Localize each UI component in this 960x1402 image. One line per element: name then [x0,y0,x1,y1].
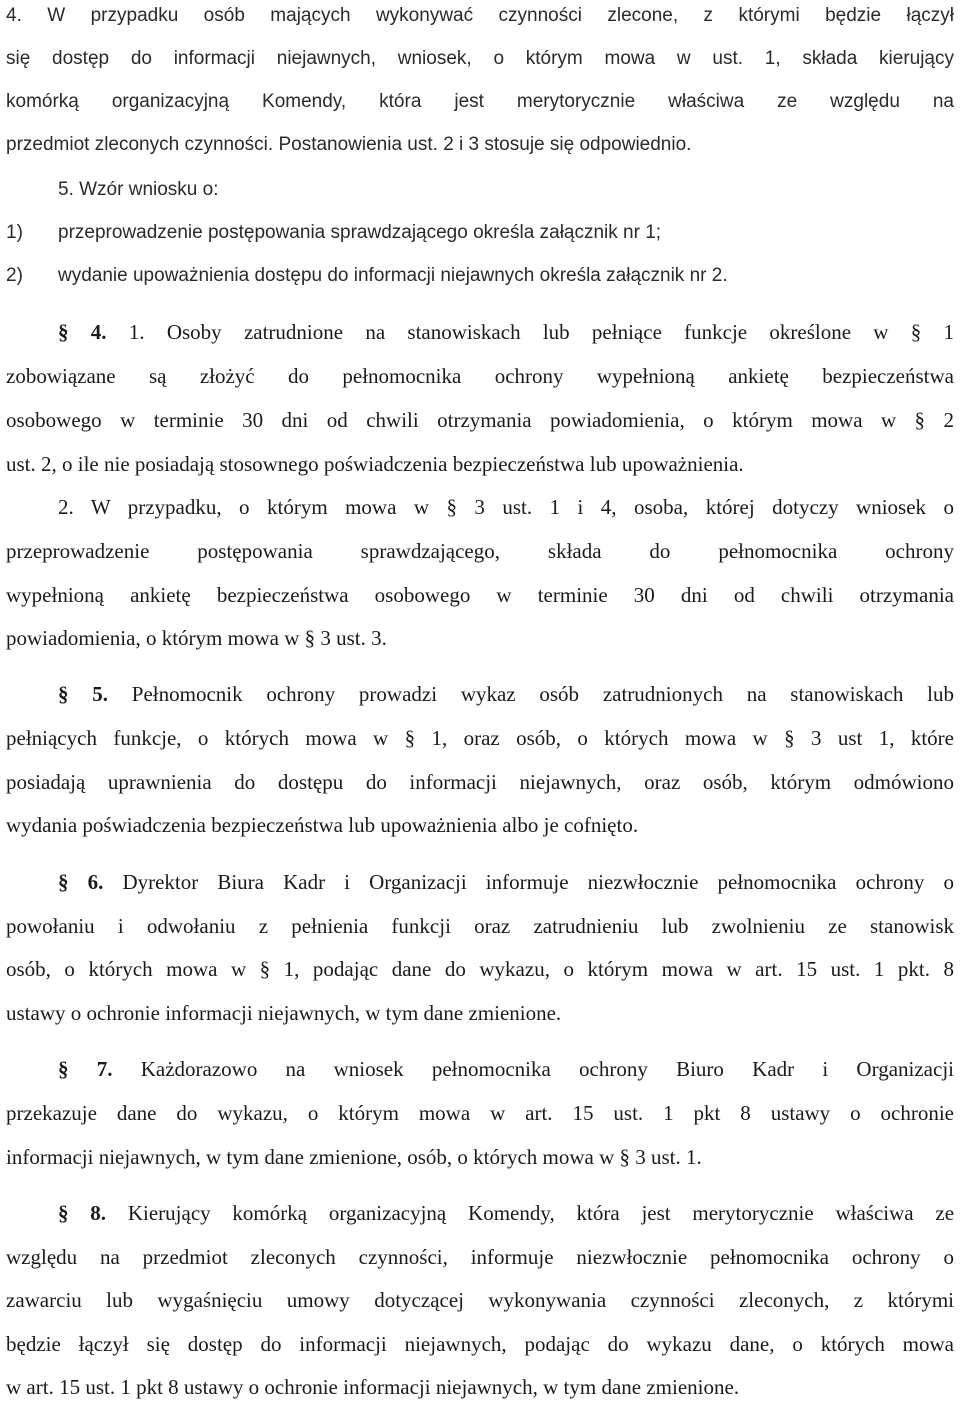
list-item-text: wydanie upoważnienia dostępu do informacji niejawnych określa załącznik nr 2. [58,265,728,286]
paragraph-line: posiadają uprawnienia do dostępu do informacji niejawnych, oraz osób, którym odmówiono [6,770,954,794]
paragraph-line: 4. W przypadku osób mających wykonywać czynności zlecone, z którymi będzie łączył [6,5,954,26]
paragraph-line: osób, o których mowa w § 1, podając dane do wykazu, o którym mowa w art. 15 ust. 1 pkt. 8 [6,957,954,981]
paragraph-line: wypełnioną ankietę bezpieczeństwa osobowego w terminie 30 dni od chwili otrzymania [6,583,954,607]
paragraph-line: wydania poświadczenia bezpieczeństwa lub upoważnienia albo je cofnięto. [6,813,639,837]
section-marker: § 7. [58,1057,113,1081]
paragraph-line: komórką organizacyjną Komendy, która jest merytorycznie właściwa ze względu na [6,91,954,112]
list-item [6,223,661,242]
list-number: 2) [6,265,23,286]
paragraph-line: ustawy o ochronie informacji niejawnych, w tym dane zmienione. [6,1001,562,1025]
paragraph-line: 2. W przypadku, o którym mowa w § 3 ust. 1 i 4, osoba, której dotyczy wniosek o [58,495,954,519]
list-item [6,266,728,285]
paragraph-line: Każdorazowo na wniosek pełnomocnika ochrony Biuro Kadr i Organizacji [140,1057,954,1081]
paragraph-line: przekazuje dane do wykazu, o którym mowa w art. 15 ust. 1 pkt 8 ustawy o ochronie [6,1101,954,1125]
section-first-line [58,1203,954,1224]
paragraph-line: pełniących funkcje, o których mowa w § 1, oraz osób, o których mowa w § 3 ust 1, które [6,726,954,750]
paragraph-line: 1. Osoby zatrudnione na stanowiskach lub pełniące funkcje określone w § 1 [128,320,955,344]
paragraph-line: względu na przedmiot zleconych czynności, informuje niezwłocznie pełnomocnika ochrony o [6,1245,954,1269]
paragraph-line: Dyrektor Biura Kadr i Organizacji informuje niezwłocznie pełnomocnika ochrony o [122,870,954,894]
section-marker: § 5. [58,682,109,706]
section-first-line [58,1059,954,1080]
paragraph-line: informacji niejawnych, w tym dane zmienione, osób, o których mowa w § 3 ust. 1. [6,1145,702,1169]
list-number: 1) [6,222,23,243]
paragraph-line: zawarciu lub wygaśnięciu umowy dotyczącej wykonywania czynności zleconych, z którymi [6,1288,954,1312]
paragraph-line: powołaniu i odwołaniu z pełnienia funkcji oraz zatrudnieniu lub zwolnieniu ze stanowisk [6,914,954,938]
paragraph-line: 5. Wzór wniosku o: [58,179,219,200]
paragraph-line: w art. 15 ust. 1 pkt 8 ustawy o ochronie informacji niejawnych, w tym dane zmienione. [6,1375,740,1399]
paragraph-line: Pełnomocnik ochrony prowadzi wykaz osób zatrudnionych na stanowiskach lub [131,682,955,706]
paragraph-line: Kierujący komórką organizacyjną Komendy, która jest merytorycznie właściwa ze [127,1201,955,1225]
paragraph-line: osobowego w terminie 30 dni od chwili otrzymania powiadomienia, o którym mowa w § 2 [6,408,954,432]
paragraph-line: przeprowadzenie postępowania sprawdzającego, składa do pełnomocnika ochrony [6,539,954,563]
section-marker: § 6. [58,870,104,894]
section-first-line [58,322,954,343]
paragraph-line: zobowiązane są złożyć do pełnomocnika ochrony wypełnioną ankietę bezpieczeństwa [6,364,954,388]
section-first-line [58,684,954,705]
paragraph-line: będzie łączył się dostęp do informacji niejawnych, podając do wykazu dane, o których mowa [6,1332,954,1356]
section-first-line [58,872,954,893]
paragraph-line: ust. 2, o ile nie posiadają stosownego poświadczenia bezpieczeństwa lub upoważnienia. [6,452,744,476]
paragraph-line: się dostęp do informacji niejawnych, wniosek, o którym mowa w ust. 1, składa kierujący [6,48,954,69]
list-item-text: przeprowadzenie postępowania sprawdzającego określa załącznik nr 1; [58,222,662,243]
section-marker: § 8. [58,1201,107,1225]
paragraph-line: przedmiot zleconych czynności. Postanowienia ust. 2 i 3 stosuje się odpowiednio. [6,134,692,155]
paragraph-line: powiadomienia, o którym mowa w § 3 ust. 3. [6,626,387,650]
section-marker: § 4. [58,320,107,344]
